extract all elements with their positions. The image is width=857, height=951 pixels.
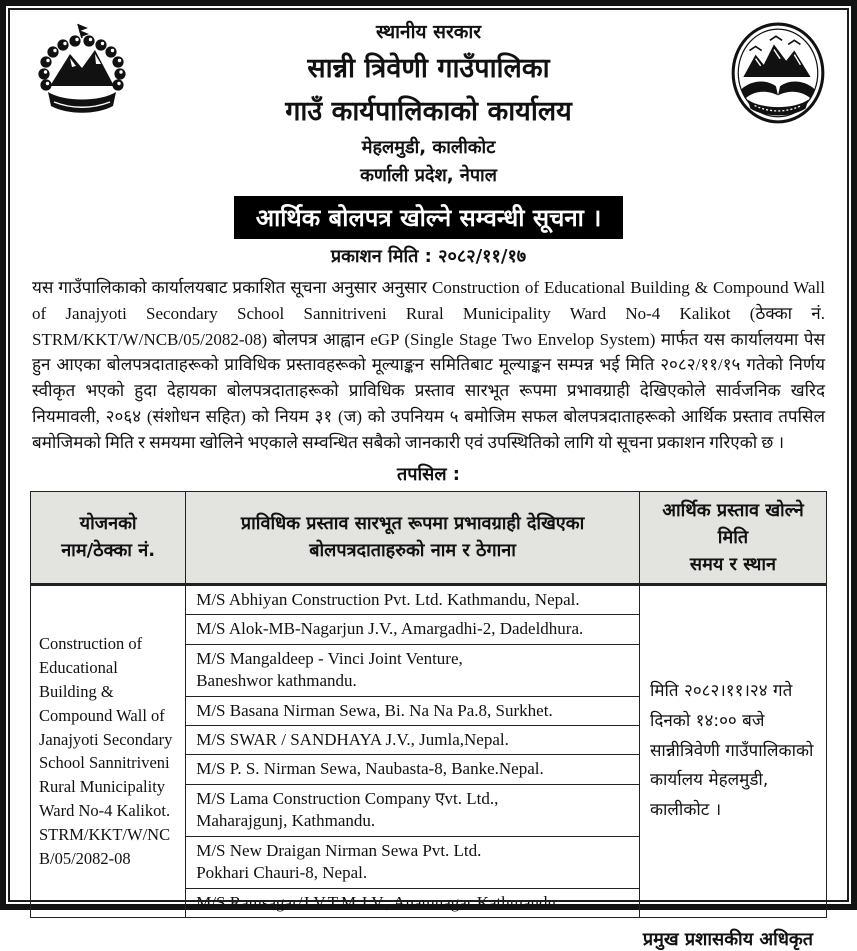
opening-line: मिति २०८२।११।२४ गते [649,681,793,702]
municipality-seal-icon [729,22,827,128]
header-project-line1: योजनको [79,513,137,535]
opening-line: दिनको १४:०० बजे [649,710,765,731]
bidder-line: M/S Mangaldeep - Vinci Joint Venture, [196,648,463,668]
municipality-seal-logo [729,22,827,133]
notice-title-banner: आर्थिक बोलपत्र खोल्ने सम्वन्धी सूचना । [234,196,624,239]
bidder-cell [186,784,640,836]
header-opening-line2: समय र स्थान [689,553,776,575]
header-local-government: स्थानीय सरकार [375,21,482,43]
header-office-name: गाउँ कार्यपालिकाको कार्यालय [285,96,572,127]
header-municipality-name: सान्नी त्रिवेणी गाउँपालिका [307,53,550,84]
bidder-line: Baneshwor kathmandu. [196,671,357,691]
nepal-emblem-icon [32,22,132,122]
details-label: तपसिल : [397,463,460,485]
bidder-line: M/S Abhiyan Construction Pvt. Ltd. Kathmandu, Nepal. [196,589,580,609]
table-row [31,584,827,614]
bidder-cell [186,615,640,644]
header-project-name [31,491,186,584]
signature-title: प्रमुख प्रशासकीय अधिकृत [642,929,813,951]
header-address: मेहलमुडी, कालीकोट [361,137,496,158]
notice-body-paragraph: यस गाउँपालिकाको कार्यालयबाट प्रकाशित सूचना अनुसार अनुसार Construction of Educational Building & Compound Wall of Janajyoti Secondary School Sannitriveni Rural Municipality Ward No-4 Kalikot (ठेक्का नं. STRM/KKT/W/NCB/05/2082-08) बोलपत्र आह्वान eGP (Single Stage Two Envelop System) मार्फत यस कार्यालयमा पेस हुन आएका बोलपत्रदाताहरूको प्राविधिक प्रस्तावहरूको मूल्याङ्कन समितिबाट मूल्याङ्कन सम्पन्न भई मिति २०८२/११/१५ गतेको निर्णय स्वीकृत भएको हुदा देहायका बोलपत्रदाताहरूको प्राविधिक प्रस्ताव सारभूत रूपमा प्रभावग्राही देखिएकोले सार्वजनिक खरिद नियमावली, २०६४ (संशोधन सहित) को नियम ३१ (ज) को उपनियम ५ बमोजिम सफल बोलपत्रदाताहरूको आर्थिक प्रस्ताव तपसिल बमोजिमको मिति र समयमा खोलिने भएकाले सम्वन्धित सबैको जानकारी एवं उपस्थितिको लागि यो सूचना प्रकाशन गरिएको छ । [32,278,825,452]
nepal-coat-of-arms-logo [32,22,132,127]
opening-line: सान्नीत्रिवेणी गाउँपालिकाको [649,740,814,761]
header-bidders-line1: प्राविधिक प्रस्ताव सारभूत रूपमा प्रभावग्राही देखिएका [240,513,585,535]
opening-line: कार्यालय मेहलमुडी, [649,770,769,791]
bidder-line: M/S P. S. Nirman Sewa, Naubasta-8, Banke.Nepal. [196,759,544,779]
bidder-line: M/S Basana Nirman Sewa, Bi. Na Na Pa.8, Surkhet. [196,700,553,720]
bidder-cell [186,584,640,614]
bid-opening-schedule-table [30,491,827,918]
bidder-line: M/S Alok-MB-Nagarjun J.V., Amargadhi-2, Dadeldhura. [196,619,584,639]
header-bidders [186,491,640,584]
bidder-cell [186,696,640,725]
header-bidders-line2: बोलपत्रदाताहरुको नाम र ठेगाना [309,540,516,562]
bidder-cell [186,836,640,888]
bidder-line: Pokhari Chauri-8, Nepal. [196,863,368,883]
header-opening-line1: आर्थिक प्रस्ताव खोल्ने मिति [662,499,804,548]
bidder-line: M/S New Draigan Nirman Sewa Pvt. Ltd. [196,840,482,860]
bidder-line: M/S Lama Construction Company एvt. Ltd., [196,788,499,808]
publication-date: प्रकाशन मिति : २०८२/११/१७ [330,246,527,267]
opening-line: कालीकोट । [649,800,722,821]
table-header-row [31,491,827,584]
bidder-cell [186,644,640,696]
bidder-cell [186,725,640,754]
project-description-cell: Construction of Educational Building & Compound Wall of Janajyoti Secondary School Sannitriveni Rural Municipality Ward No-4 Kalikot. STRM/KKT/W/NCB/05/2082-08 [31,584,186,917]
bidder-line: M/S Ramsagar/J.V.T.M.J.V., Anamnagar Kathmandu [196,892,557,912]
bidder-line: Maharajgunj, Kathmandu. [196,811,376,831]
opening-info-cell [639,584,826,917]
header-province: कर्णाली प्रदेश, नेपाल [360,165,497,186]
header-opening-info [639,491,826,584]
header-project-line2: नाम/ठेक्का नं. [61,540,156,562]
bidder-cell [186,888,640,917]
bidder-cell [186,755,640,784]
bidder-line: M/S SWAR / SANDHAYA J.V., Jumla,Nepal. [196,729,509,749]
